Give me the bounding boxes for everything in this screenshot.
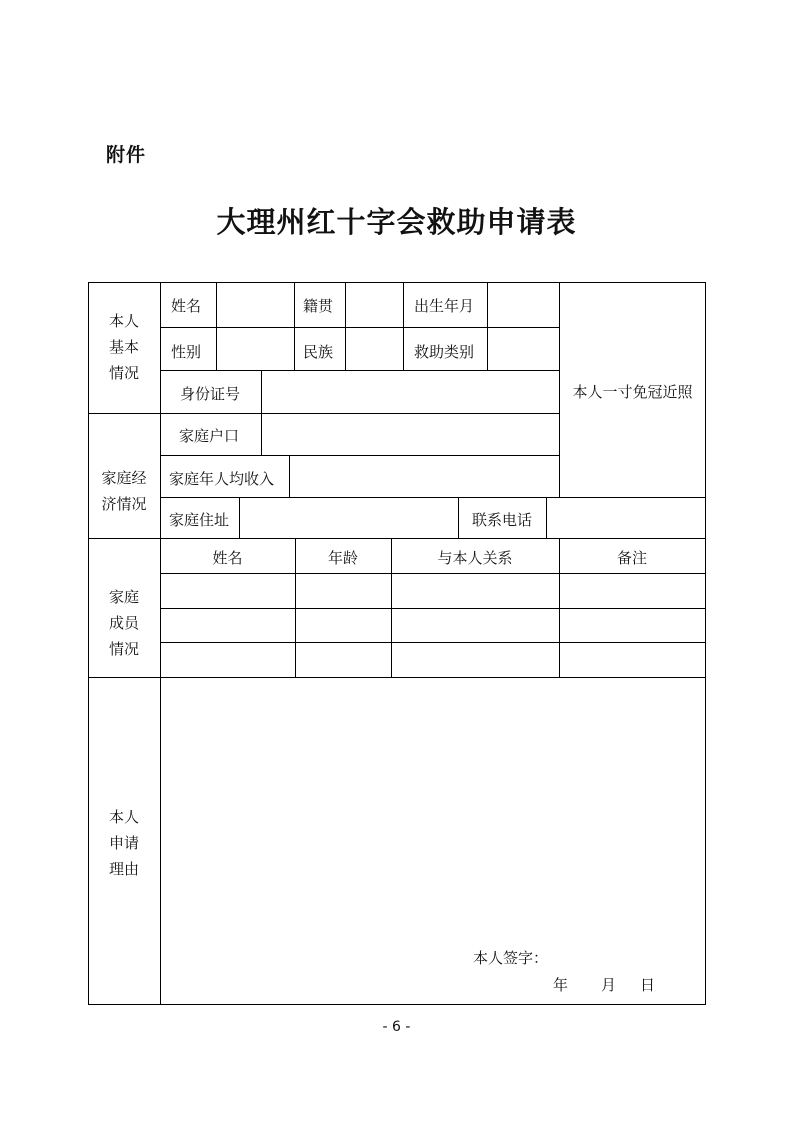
col-line: [216, 282, 217, 371]
col-line: [546, 497, 547, 538]
date-year-label: 年: [553, 976, 569, 994]
photo-placeholder: 本人一寸免冠近照: [572, 383, 693, 401]
section1-bottom-line: [88, 413, 560, 414]
row-line: [160, 370, 560, 371]
income-label: 家庭年人均收入: [169, 470, 275, 488]
col-line: [239, 497, 240, 538]
attachment-label: 附件: [106, 144, 147, 166]
row-line: [160, 497, 706, 498]
household-label: 家庭户口: [179, 427, 240, 445]
phone-label: 联系电话: [471, 511, 532, 529]
section4-label: 本人 申请 理由: [108, 808, 139, 878]
row-line: [160, 608, 706, 609]
section1-label: 本人 基本 情况: [108, 312, 139, 382]
member-relation-header: 与本人关系: [437, 549, 513, 567]
section3-label: 家庭 成员 情况: [108, 588, 139, 658]
row-line: [160, 573, 706, 574]
page-number: - 6 -: [382, 1019, 411, 1035]
col-line: [487, 282, 488, 371]
col-line: [289, 455, 290, 498]
address-label: 家庭住址: [169, 511, 230, 529]
member-age-header: 年龄: [327, 549, 358, 567]
row-line: [160, 455, 560, 456]
row-line: [160, 327, 560, 328]
date-day-label: 日: [640, 976, 656, 994]
col-line: [261, 413, 262, 456]
col-line: [345, 282, 346, 371]
col-line: [294, 282, 295, 371]
signature-label: 本人签字：: [473, 949, 549, 967]
native-place-label: 籍贯: [303, 297, 334, 315]
aid-type-label: 救助类别: [414, 343, 475, 361]
gender-label: 性别: [171, 343, 202, 361]
col-line: [403, 282, 404, 371]
col-line: [261, 370, 262, 413]
label-column-divider: [160, 282, 161, 1005]
table-border-top: [88, 282, 706, 283]
ethnicity-label: 民族: [303, 343, 334, 361]
section3-bottom-line: [88, 677, 706, 678]
member-name-header: 姓名: [212, 549, 243, 567]
date-month-label: 月: [601, 976, 617, 994]
table-border-right: [705, 282, 706, 1005]
row-line: [160, 642, 706, 643]
member-remark-header: 备注: [616, 549, 647, 567]
name-label: 姓名: [171, 297, 202, 315]
section2-label: 家庭经 济情况: [101, 469, 147, 513]
section2-bottom-line: [88, 538, 706, 539]
form-title: 大理州红十字会救助申请表: [216, 205, 577, 239]
table-border-bottom: [88, 1004, 706, 1005]
id-number-label: 身份证号: [180, 385, 241, 403]
birth-date-label: 出生年月: [414, 297, 475, 315]
